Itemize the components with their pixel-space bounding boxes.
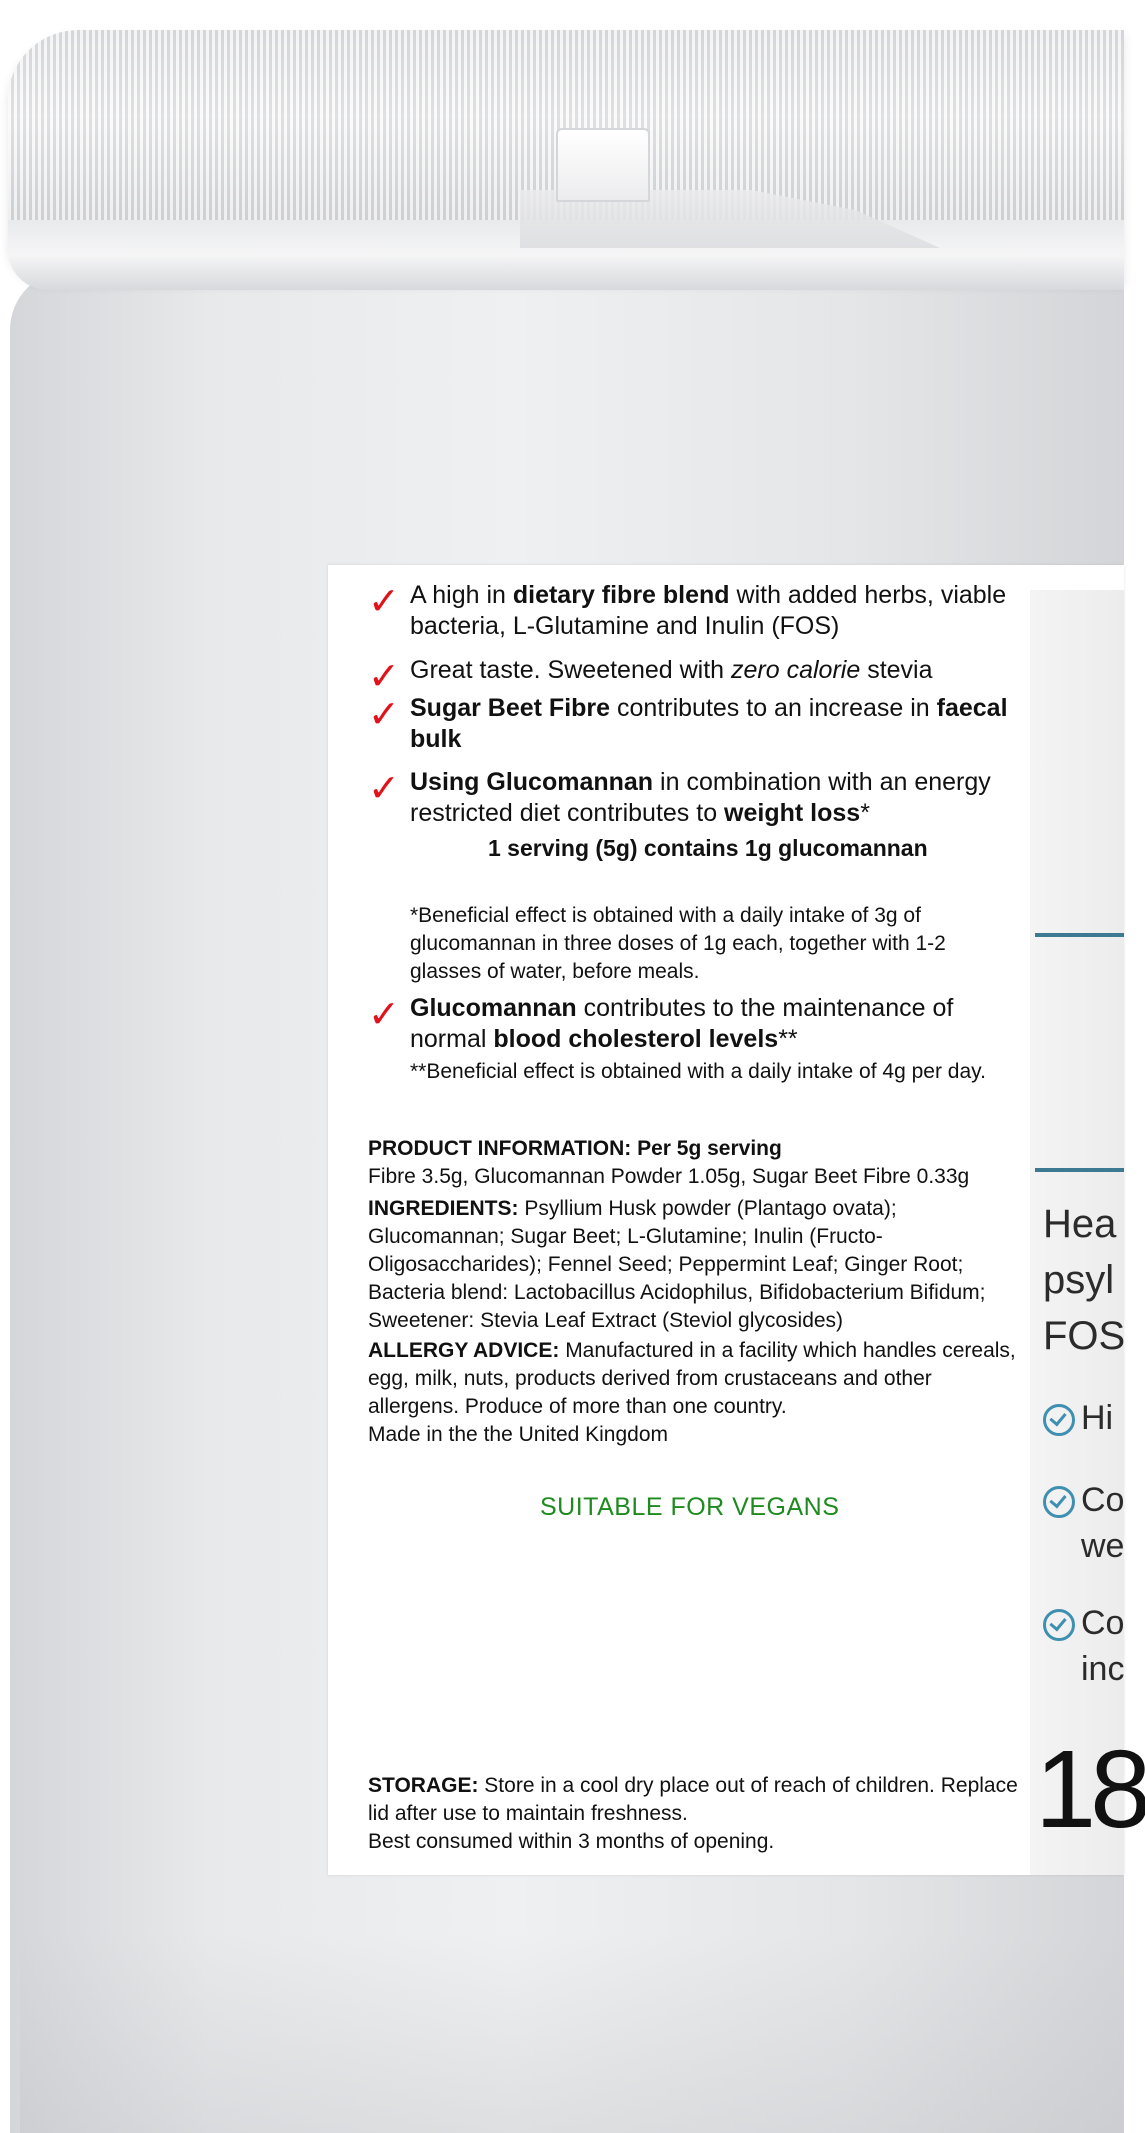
allergy-advice bbox=[368, 1337, 1018, 1449]
bullet-fibre-blend bbox=[368, 580, 1028, 642]
bullet-text bbox=[410, 580, 1028, 642]
footnote-cholesterol: **Beneficial effect is obtained with a daily intake of 4g per day. bbox=[410, 1060, 986, 1083]
check-circle-icon bbox=[1043, 1486, 1075, 1518]
allergy-text: Manufactured in a facility which handles cereals, egg, milk, nuts, products derived from crustaceans and other allergens. Produce of more than one country. bbox=[368, 1339, 1016, 1418]
tub-base-shading bbox=[20, 1933, 1124, 2133]
checkmark-icon: ✓ bbox=[368, 579, 400, 623]
checkmark-icon: ✓ bbox=[368, 766, 400, 810]
bullet-run: Glucomannan bbox=[410, 994, 577, 1022]
bullet-run: contributes to the maintenance of normal bbox=[410, 994, 954, 1053]
front-panel-rule-top bbox=[1035, 933, 1124, 937]
front-benefit-3-text: Co bbox=[1081, 1604, 1125, 1642]
best-consumed: Best consumed within 3 months of opening. bbox=[368, 1830, 775, 1853]
vegan-badge: SUITABLE FOR VEGANS bbox=[540, 1493, 840, 1521]
bullet-text bbox=[410, 993, 1028, 1055]
front-heading-line-1: Hea bbox=[1043, 1202, 1117, 1246]
ingredients bbox=[368, 1195, 1018, 1335]
bullet-run: Using Glucomannan bbox=[410, 768, 654, 796]
made-in: Made in the the United Kingdom bbox=[368, 1423, 669, 1446]
product-info-heading: PRODUCT INFORMATION: Per 5g serving bbox=[368, 1137, 782, 1160]
serving-line: 1 serving (5g) contains 1g glucomannan bbox=[488, 835, 928, 861]
bullet-run: faecal bulk bbox=[410, 694, 1008, 753]
bullet-run: with added herbs, viable bacteria, L-Glutamine and Inulin (FOS) bbox=[410, 581, 1007, 640]
storage-heading: STORAGE: bbox=[368, 1774, 479, 1797]
front-benefit-3 bbox=[1043, 1600, 1124, 1692]
front-heading-line-3: FOS bbox=[1043, 1314, 1126, 1358]
bullet-run: contributes to an increase in bbox=[610, 694, 937, 722]
bullet-glucomannan-weight bbox=[368, 767, 1028, 829]
bullet-run: stevia bbox=[860, 656, 933, 684]
front-benefit-2-text: Co bbox=[1081, 1481, 1125, 1519]
checkmark-icon: ✓ bbox=[368, 992, 400, 1036]
storage bbox=[368, 1772, 1018, 1856]
bullet-run: weight loss bbox=[724, 799, 861, 827]
allergy-heading: ALLERGY ADVICE: bbox=[368, 1339, 560, 1362]
front-benefit-2-text-2: we bbox=[1081, 1527, 1125, 1565]
ingredients-heading: INGREDIENTS: bbox=[368, 1197, 519, 1220]
front-benefit-3-text-2: inc bbox=[1081, 1650, 1125, 1688]
bullet-run: A high in bbox=[410, 581, 513, 609]
tamper-tab bbox=[556, 128, 650, 202]
bullet-run: Great taste. Sweetened with bbox=[410, 656, 732, 684]
storage-text: Store in a cool dry place out of reach of children. Replace lid after use to maintain freshness. bbox=[368, 1774, 1018, 1825]
bullet-run: zero calorie bbox=[731, 656, 861, 684]
front-benefit-2 bbox=[1043, 1477, 1124, 1569]
bullet-text bbox=[410, 767, 1028, 829]
bullet-text bbox=[410, 693, 1028, 755]
bullet-text bbox=[410, 655, 1028, 686]
front-benefit-1 bbox=[1043, 1395, 1124, 1441]
footnote-weight-loss: *Beneficial effect is obtained with a daily intake of 3g of glucomannan in three doses of 1g each, together with 1-2 glasses of water, before meals. bbox=[410, 904, 946, 983]
front-benefit-1-text: Hi bbox=[1081, 1399, 1114, 1437]
bullet-run: in combination with an energy restricted diet contributes to bbox=[410, 768, 991, 827]
check-circle-icon bbox=[1043, 1404, 1075, 1436]
bullet-sugar-beet bbox=[368, 693, 1028, 755]
bullet-cholesterol bbox=[368, 993, 1028, 1055]
checkmark-icon: ✓ bbox=[368, 654, 400, 698]
check-circle-icon bbox=[1043, 1609, 1075, 1641]
front-panel-rule-bottom bbox=[1035, 1168, 1124, 1172]
checkmark-icon: ✓ bbox=[368, 692, 400, 736]
bullet-taste bbox=[368, 654, 1028, 698]
bullet-run: dietary fibre blend bbox=[512, 581, 730, 609]
bullet-run: ** bbox=[778, 1025, 798, 1053]
product-info-text: Fibre 3.5g, Glucomannan Powder 1.05g, Sugar Beet Fibre 0.33g bbox=[368, 1165, 970, 1188]
bullet-run: blood cholesterol levels bbox=[493, 1025, 779, 1053]
front-big-number: 18 bbox=[1035, 1728, 1145, 1851]
bullet-run: * bbox=[860, 799, 870, 827]
ingredients-text: Psyllium Husk powder (Plantago ovata); Glucomannan; Sugar Beet; L-Glutamine; Inulin (Fructo-Oligosaccharides); Fennel Seed; Peppermint Leaf; Ginger Root; Bacteria blend: Lactobacillus Acidophilus, Bifidobacterium Bifidum; Sweetener: Stevia Leaf Extract (Steviol glycosides) bbox=[368, 1197, 986, 1332]
product-information bbox=[368, 1135, 1018, 1191]
bullet-run: Sugar Beet Fibre bbox=[410, 694, 611, 722]
front-heading-line-2: psyl bbox=[1043, 1258, 1115, 1302]
